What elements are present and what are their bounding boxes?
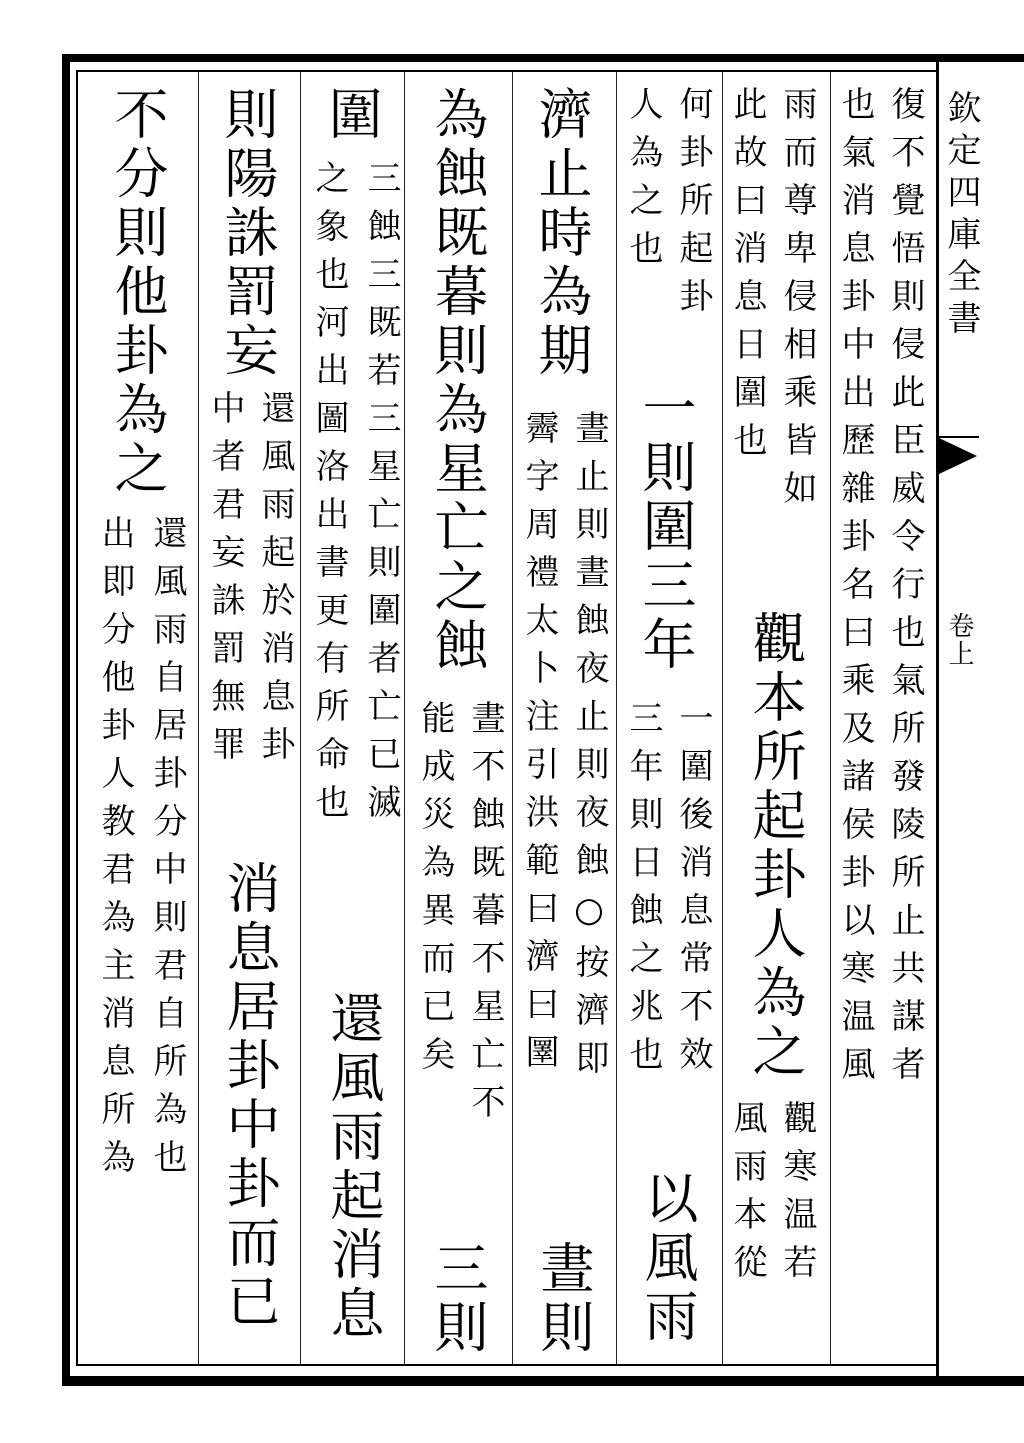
- main-text: 以風雨: [636, 1170, 699, 1347]
- text-column-7-comm: [569, 410, 609, 1088]
- commentary-text: 晝止則晝蝕夜止則夜蝕○按濟即: [569, 410, 609, 1088]
- column-rule: [512, 72, 513, 1364]
- commentary-text: 觀寒温若: [777, 1100, 817, 1292]
- text-column-4-tail: [727, 1100, 767, 1292]
- text-column-5-main-2: [636, 1170, 699, 1347]
- commentary-text: 此故曰消息日圍也: [727, 86, 767, 470]
- commentary-text: 一圍後消息常不效: [673, 700, 713, 1084]
- text-column-14: [205, 390, 245, 774]
- main-text: 為蝕既暮則為星亡之蝕: [426, 86, 489, 676]
- text-column-1: [885, 86, 925, 1094]
- text-column-15-comm: [147, 515, 187, 1187]
- fishtail-mark-icon: [939, 438, 977, 474]
- frame-bottom-border: [62, 1376, 1024, 1386]
- main-text: 不分則他卦為之: [106, 86, 169, 499]
- commentary-text: 還風雨自居卦分中則君自所為也: [147, 515, 187, 1187]
- commentary-text: 何卦所起卦: [673, 86, 713, 326]
- text-column-9: [426, 86, 489, 676]
- text-column-7-main-2: [532, 1240, 595, 1358]
- text-column-12: [309, 160, 349, 832]
- column-rule: [830, 72, 831, 1364]
- commentary-text: 之象也河出圖洛出書更有所命也: [309, 160, 349, 832]
- text-column-6-tail: [623, 700, 663, 1084]
- text-column-5-comm: [673, 700, 713, 1084]
- frame-top-border: [62, 54, 1024, 62]
- text-column-11-main-2: [322, 990, 385, 1344]
- commentary-text: 中者君妄誅罰無罪: [205, 390, 245, 774]
- text-column-11: [320, 86, 383, 145]
- commentary-text: 霽字周禮太卜注引洪範曰濟曰圛: [519, 410, 559, 1082]
- text-column-13: [216, 86, 279, 381]
- text-column-9-comm: [465, 700, 505, 1132]
- frame-left-border: [62, 54, 70, 1384]
- commentary-text: 三年則日蝕之兆也: [623, 700, 663, 1084]
- text-column-5: [673, 86, 713, 326]
- text-column-3-tail: [777, 1100, 817, 1292]
- text-column-7: [530, 86, 593, 381]
- column-rule: [722, 72, 723, 1364]
- text-column-3-main: [744, 610, 807, 1082]
- commentary-text: 能成災為異而已矣: [415, 700, 455, 1084]
- main-text: 三則: [426, 1240, 489, 1358]
- column-rule: [616, 72, 617, 1364]
- commentary-text: 人為之也: [623, 86, 663, 278]
- main-text: 觀本所起卦人為之: [744, 610, 807, 1082]
- commentary-text: 風雨本從: [727, 1100, 767, 1292]
- text-column-9-main-2: [426, 1240, 489, 1358]
- inner-left-border: [76, 70, 78, 1366]
- main-text: 晝則: [532, 1240, 595, 1358]
- text-column-13-main-2: [218, 860, 281, 1332]
- text-column-8: [519, 410, 559, 1082]
- main-text: 濟止時為期: [530, 86, 593, 381]
- text-column-11-comm: [361, 160, 401, 832]
- commentary-text: 出即分他卦人教君為主消息所為: [95, 515, 135, 1187]
- commentary-text: 三蝕三既若三星亡則圍者亡已滅: [361, 160, 401, 832]
- commentary-text: 晝不蝕既暮不星亡不: [465, 700, 505, 1132]
- column-rule: [404, 72, 405, 1364]
- main-text: 還風雨起消息: [322, 990, 385, 1344]
- commentary-text: 還風雨起於消息卦: [255, 390, 295, 774]
- commentary-text: 復不覺悟則侵此臣威令行也氣所發陵所止共謀者: [885, 86, 925, 1094]
- commentary-text: 也氣消息卦中出歷雜卦名曰乘及諸侯卦以寒温風: [835, 86, 875, 1094]
- margin-volume-label: 卷上: [944, 612, 974, 668]
- inner-bottom-border: [76, 1364, 936, 1366]
- text-column-4: [727, 86, 767, 470]
- center-margin-line: [936, 62, 939, 1376]
- text-column-10: [415, 700, 455, 1084]
- text-column-6: [623, 86, 663, 278]
- text-column-2: [835, 86, 875, 1094]
- main-text: 一則圍三年: [634, 380, 697, 675]
- commentary-text: 雨而尊卑侵相乘皆如: [777, 86, 817, 518]
- main-text: 消息居卦中卦而已: [218, 860, 281, 1332]
- text-column-13-comm: [255, 390, 295, 774]
- column-rule: [300, 72, 301, 1364]
- text-column-5-main: [634, 380, 697, 675]
- margin-book-title: 欽定四庫全書: [941, 90, 981, 342]
- inner-top-border: [76, 70, 936, 72]
- text-column-16: [95, 515, 135, 1187]
- column-rule: [198, 72, 199, 1364]
- text-column-3: [777, 86, 817, 518]
- main-text: 圍: [320, 86, 383, 145]
- main-text: 則陽誅罰妄: [216, 86, 279, 381]
- text-column-15: [106, 86, 169, 499]
